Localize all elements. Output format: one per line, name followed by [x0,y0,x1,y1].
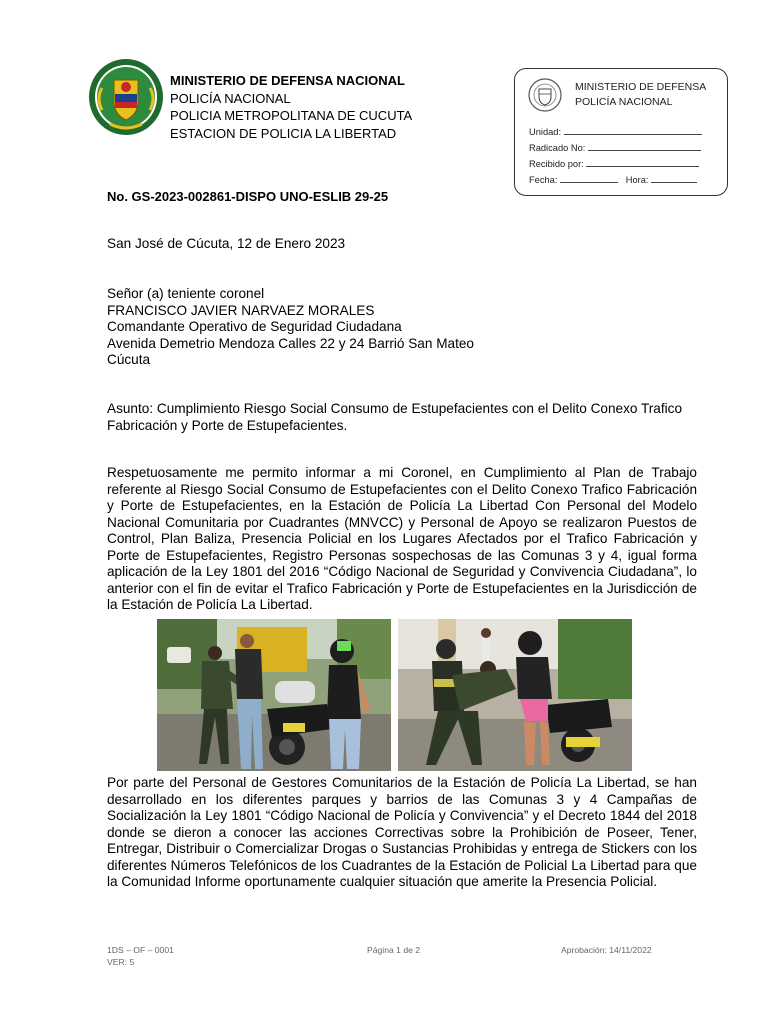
addressee-position: Comandante Operativo de Seguridad Ciudadana [107,319,402,334]
police-name: POLICÍA NACIONAL [170,90,291,106]
body-paragraph-2: Por parte del Personal de Gestores Comunitarios de la Estación de Policía La Libertad, se han desarrollado en los diferentes parques y barrios de las Comunas 3 y 4 Campañas de Socialización la Ley 1801 “Código Nacional de Policía y Convivencia” y el Decreto 1844 del 2018 donde se dieron a conocer las acciones Correctivas sobre la Prohibición de Poseer, Tener, Entregar, Distribuir o Comercializar Drogas o Sustancias Prohibidas y entrega de Stickers con los diferentes Números Telefónicos de los Cuadrantes de la Estación de Policial La Libertad para que la Comunidad Informe oportunamente cualquier situación que amerite la Presencia Policial. [107,775,697,889]
stamp-recibido-line: Recibido por: [529,157,699,169]
footer-page-number: Página 1 de 2 [367,945,421,955]
reception-stamp [514,68,728,196]
ministry-name: MINISTERIO DE DEFENSA NACIONAL [170,73,405,88]
stamp-radicado-line: Radicado No: [529,141,701,153]
stamp-title-ministry: MINISTERIO DE DEFENSA [575,81,707,93]
stamp-fecha-line: Fecha: Hora: [529,173,697,185]
photo-checkpoint-2 [398,619,632,771]
date-line: San José de Cúcuta, 12 de Enero 2023 [107,236,346,251]
addressee-address: Avenida Demetrio Mendoza Calles 22 y 24 Barrió San Mateo [107,335,474,351]
stamp-unidad-line: Unidad: [529,125,702,137]
police-logo [88,58,164,136]
body-paragraph-1: Respetuosamente me permito informar a mi Coronel, en Cumplimiento al Plan de Trabajo referente al Riesgo Social Consumo de Estupefacientes con el Delito Conexo Trafico Fabricación y Porte de Estupefacientes, en la Estación de Policía La Libertad Con Personal del Modelo Nacional Comunitaria por Cuadrantes (MNVCC) y Personal de Apoyo se realizaron Puestos de Control, Plan Baliza, Presencia Policial en los Lugares Afectados por el Trafico Fabricación y Porte de Estupefacientes, Registro Personas sospechosas de las Comunas 3 y 4, igual forma aplicación de la Ley 1801 del 2016 “Código Nacional de Seguridad y Convivencia Ciudadana”, lo anterior con el fin de evitar el Trafico Fabricación y Porte de Estupefacientes en la Jurisdicción de la Estación de Policía La Libertad. [107,465,697,612]
addressee-block [107,286,474,369]
footer-version: VER: 5 [107,957,135,967]
footer-code: 1DS – OF – 0001 [107,945,174,955]
footer-code-block [107,944,174,968]
station-name: ESTACION DE POLICIA LA LIBERTAD [170,125,397,141]
footer-approval: Aprobación: 14/11/2022 [561,945,652,955]
addressee-title: Señor (a) teniente coronel [107,286,265,301]
addressee-name: FRANCISCO JAVIER NARVAEZ MORALES [107,302,375,318]
photo-checkpoint-1 [157,619,391,771]
letterhead [170,72,412,142]
document-number: No. GS-2023-002861-DISPO UNO-ESLIB 29-25 [107,189,389,204]
stamp-title-police: POLICÍA NACIONAL [575,96,673,108]
seal-icon [527,77,563,113]
addressee-city: Cúcuta [107,352,151,367]
metropolitan-name: POLICIA METROPOLITANA DE CUCUTA [170,108,413,123]
subject-line: Asunto: Cumplimiento Riesgo Social Consumo de Estupefacientes con el Delito Conexo Trafico Fabricación y Porte de Estupefacientes. [107,401,683,433]
